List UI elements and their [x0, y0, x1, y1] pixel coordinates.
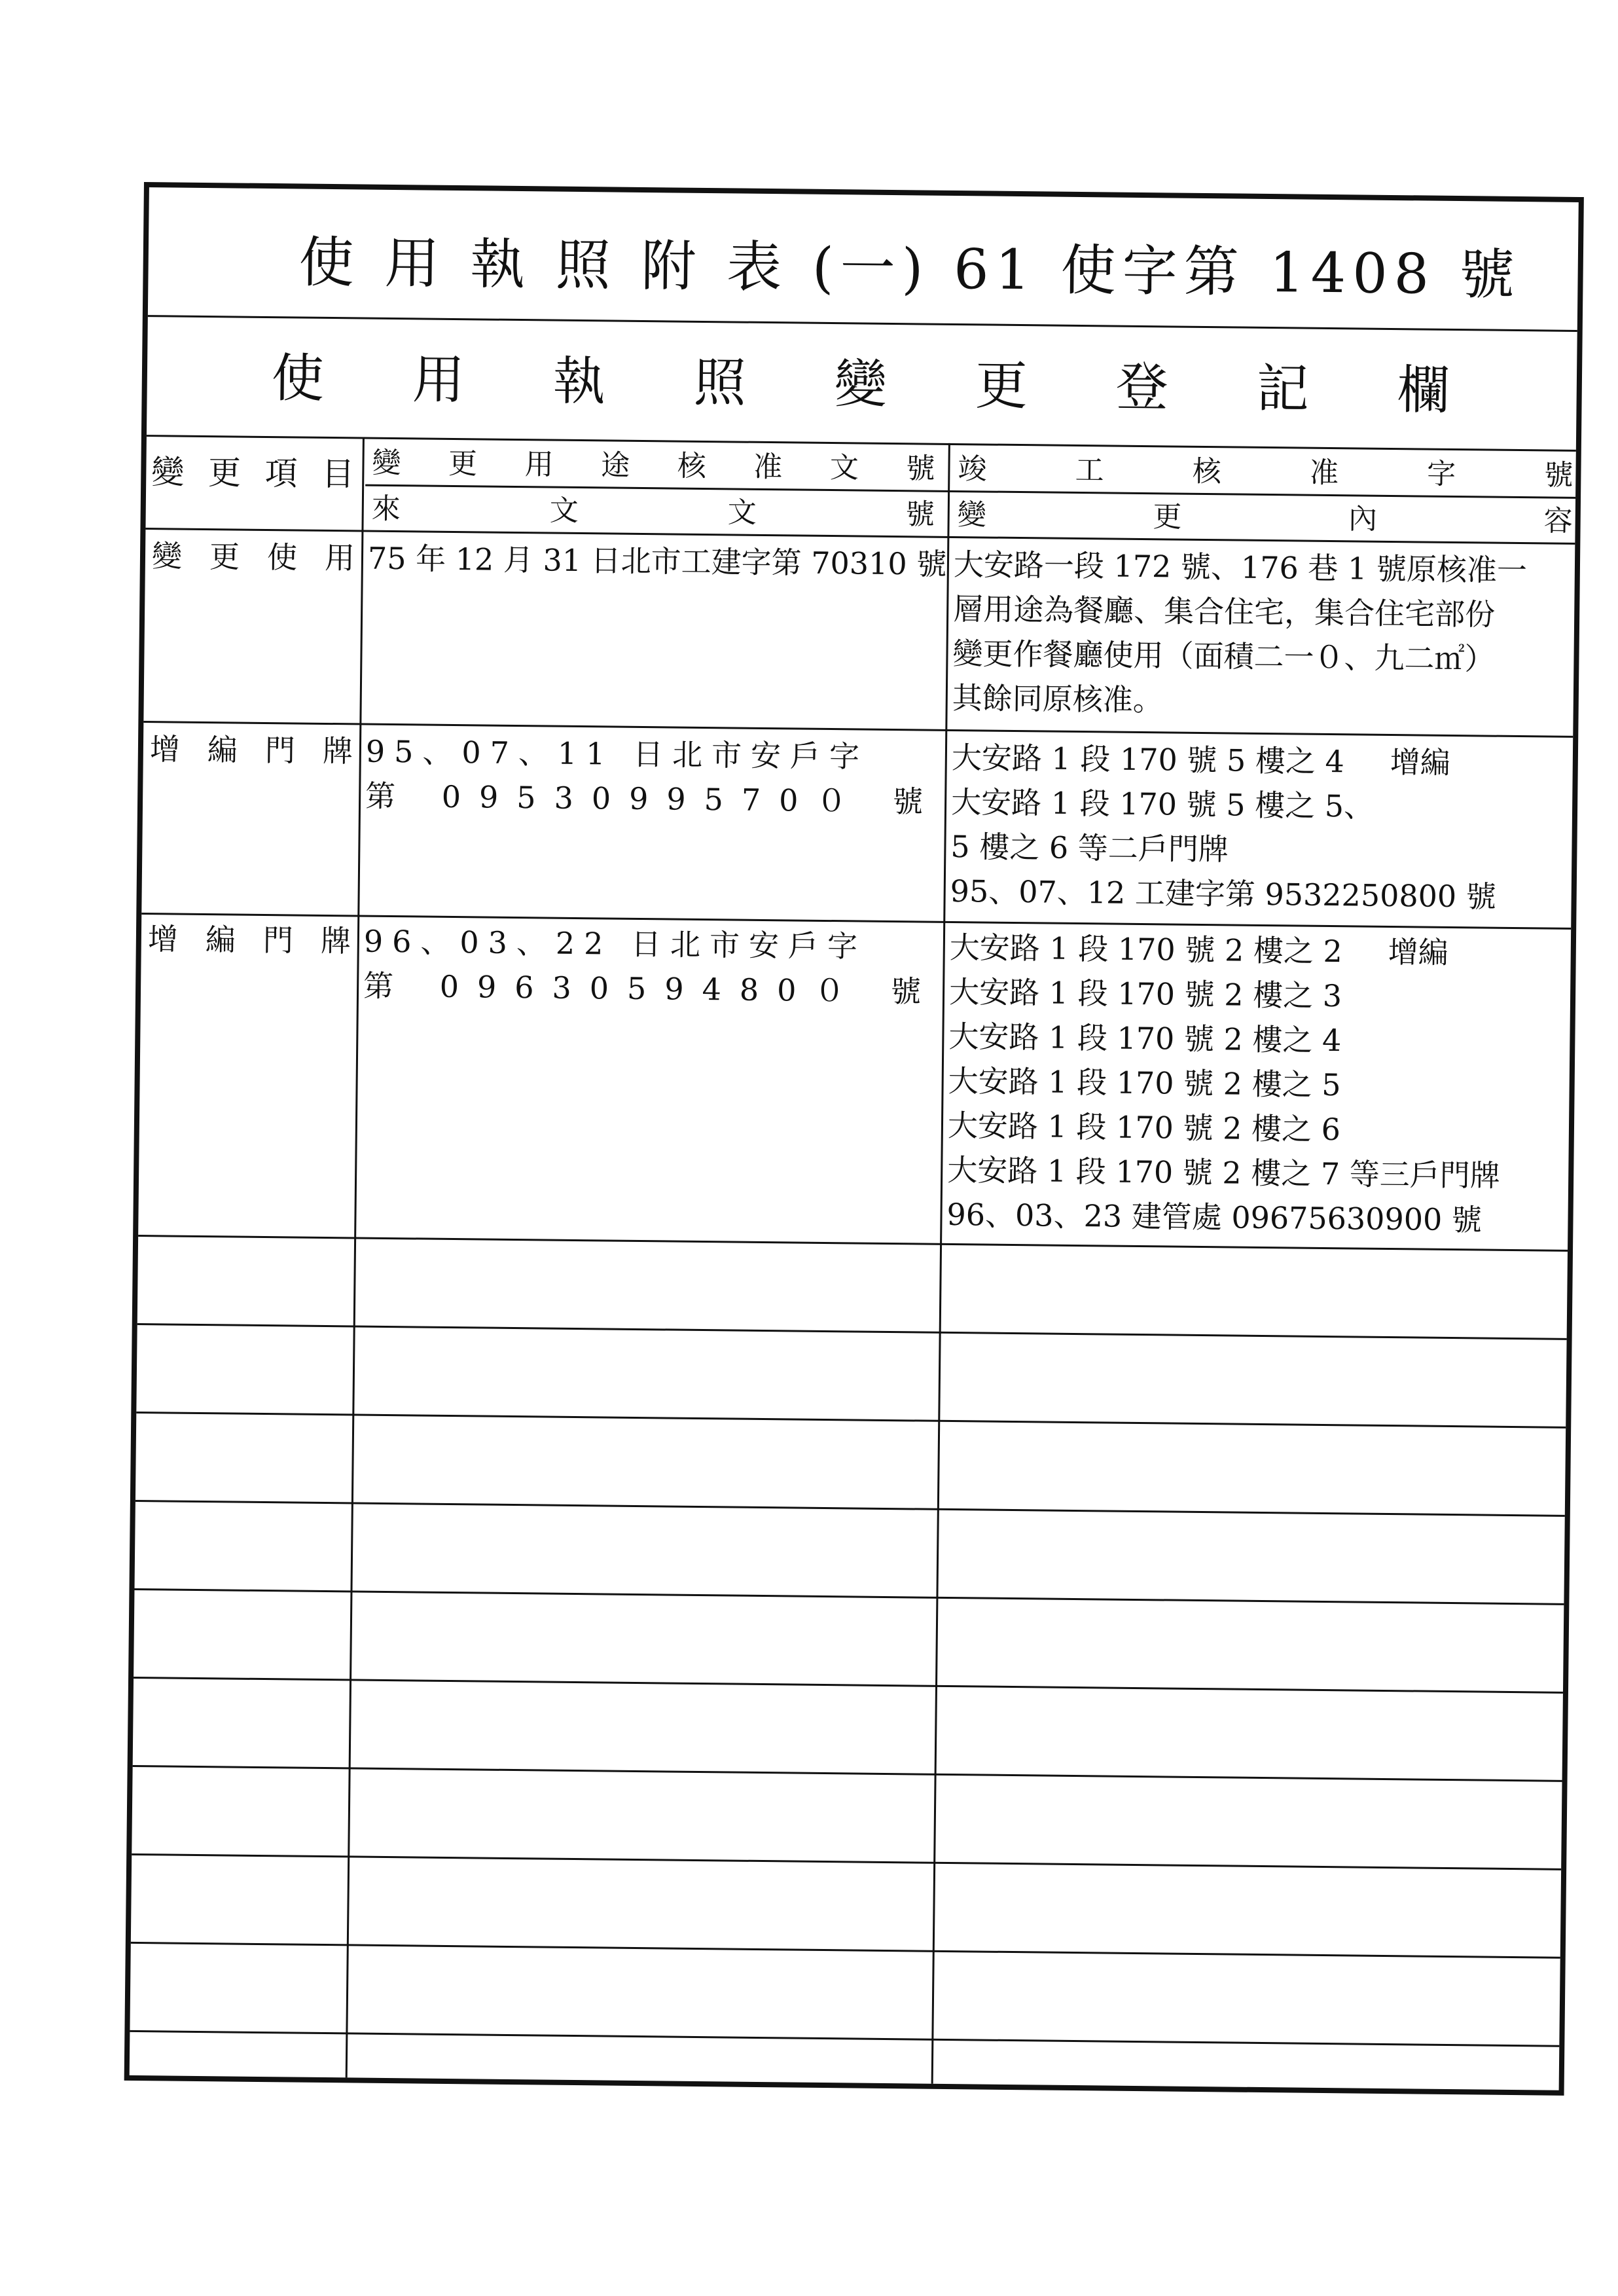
subtitle-char: 更: [975, 355, 1028, 417]
header-item-char: 變: [151, 453, 185, 492]
empty-row-divider: [136, 1412, 1566, 1429]
empty-row-divider: [135, 1500, 1565, 1517]
row-item: [149, 731, 353, 769]
subtitle-char: 執: [552, 350, 606, 412]
subtitle-char: 登: [1115, 356, 1169, 418]
row-item-char: 編: [207, 732, 238, 768]
hdr-char: 核: [677, 449, 707, 484]
row-content-line: 其餘同原核准。: [952, 680, 1164, 718]
hdr-char: 更: [1153, 500, 1182, 534]
row-doc-line: 第 0963059480０ 號: [363, 968, 940, 1010]
col-divider: [931, 443, 950, 2084]
hdr-char: 途: [600, 448, 630, 483]
hdr-char: 竣: [958, 452, 987, 486]
row-content-line: 變更作餐廳使用（面積二一０、九二㎡）: [952, 635, 1495, 677]
header-approval-doc: [372, 446, 935, 486]
hdr-char: 文: [727, 496, 757, 530]
row-doc-line: 75 年 12 月 31 日北市工建字第 70310 號: [367, 540, 947, 582]
form-title: 使 用 執 照 附 表 (一) 61 使字第 1408 號: [298, 230, 1522, 308]
header-item-char: 目: [321, 454, 355, 494]
row-content-line: 95、07、12 工建字第 9532250800 號: [950, 873, 1497, 915]
row-doc-line: 96、03、22 日北市安戶字: [363, 923, 867, 964]
row-content-line: 大安路 1 段 170 號 2 樓之 7 等三戶門牌: [946, 1152, 1501, 1194]
row-tag: 增編: [1388, 934, 1449, 970]
row-item-char: 更: [209, 539, 240, 575]
row-content-line: 層用途為餐廳、集合住宅，集合住宅部份: [952, 591, 1496, 632]
row-item-char: 編: [205, 922, 236, 958]
subtitle-char: 照: [693, 352, 747, 414]
hdr-char: 變: [372, 446, 401, 481]
row-item-char: 變: [151, 538, 183, 574]
row-item-char: 牌: [320, 922, 351, 959]
subtitle-char: 使: [271, 348, 325, 409]
row-item-char: 門: [264, 732, 296, 769]
hdr-char: 文: [829, 450, 859, 485]
row-doc-line: 第 0953099570０ 號: [365, 778, 942, 820]
hdr-char: 變: [957, 498, 987, 532]
row-item: [147, 921, 351, 959]
empty-row-divider: [137, 1323, 1567, 1340]
row-item-char: 使: [266, 539, 298, 575]
subtitle-char: 變: [834, 354, 888, 415]
header-incoming-doc: [371, 492, 935, 532]
row-item-char: 增: [147, 921, 179, 957]
header-item-char: 項: [264, 454, 298, 493]
hdr-char: 號: [1544, 458, 1573, 492]
form-subtitle: [271, 348, 1450, 421]
row-content-line: 大安路一段 172 號、176 巷 1 號原核准一: [953, 546, 1528, 589]
row-item-char: 牌: [322, 733, 353, 769]
divider: [138, 1235, 1568, 1252]
row-content-line: 96、03、23 建管處 09675630900 號: [946, 1196, 1483, 1238]
divider: [148, 315, 1577, 332]
row-item-char: 增: [149, 731, 181, 767]
hdr-char: 文: [549, 494, 579, 528]
subtitle-char: 欄: [1397, 359, 1450, 421]
divider: [147, 435, 1576, 452]
empty-row-divider: [132, 1853, 1561, 1870]
hdr-char: 核: [1192, 454, 1222, 489]
hdr-char: 號: [906, 452, 935, 486]
hdr-char: 號: [905, 498, 935, 532]
row-tag: 增編: [1390, 744, 1451, 780]
col-divider: [346, 437, 365, 2078]
row-item-char: 用: [324, 539, 355, 576]
hdr-char: 用: [524, 448, 554, 482]
row-content-line: 大安路 1 段 170 號 2 樓之 3: [948, 974, 1342, 1014]
subtitle-char: 記: [1256, 357, 1310, 420]
hdr-char: 更: [448, 446, 478, 481]
empty-row-divider: [134, 1588, 1564, 1605]
hdr-char: 容: [1543, 504, 1573, 538]
header-change-content: [957, 498, 1573, 538]
empty-row-divider: [130, 2030, 1559, 2047]
divider: [143, 721, 1573, 738]
empty-row-divider: [131, 1942, 1560, 1959]
registration-form: [124, 182, 1584, 2096]
hdr-char: 來: [371, 492, 401, 526]
empty-row-divider: [134, 1677, 1563, 1694]
hdr-char: 准: [1309, 456, 1339, 490]
hdr-char: 准: [753, 450, 783, 484]
row-content-line: 大安路 1 段 170 號 2 樓之 4: [948, 1018, 1342, 1059]
row-content-line: 大安路 1 段 170 號 2 樓之 6: [947, 1107, 1341, 1148]
header-item-char: 更: [207, 454, 242, 492]
row-content-line: 大安路 1 段 170 號 5 樓之 5、: [950, 784, 1375, 824]
row-content-line: 大安路 1 段 170 號 5 樓之 4: [951, 739, 1345, 780]
empty-row-divider: [133, 1765, 1562, 1782]
row-content-line: 大安路 1 段 170 號 2 樓之 2: [949, 929, 1343, 970]
row-content-line: 5 樓之 6 等二戶門牌: [950, 828, 1229, 867]
header-item: [151, 453, 355, 494]
hdr-char: 字: [1426, 457, 1456, 492]
row-item: [151, 538, 355, 576]
subtitle-char: 用: [412, 349, 465, 411]
hdr-char: 工: [1075, 453, 1104, 488]
row-content-line: 大安路 1 段 170 號 2 樓之 5: [948, 1063, 1341, 1103]
row-doc-line: 95、07、11 日北市安戶字: [365, 733, 869, 774]
hdr-char: 內: [1348, 502, 1378, 536]
header-completion-no: [958, 452, 1573, 492]
row-item-char: 門: [262, 922, 294, 958]
divider: [141, 913, 1571, 930]
